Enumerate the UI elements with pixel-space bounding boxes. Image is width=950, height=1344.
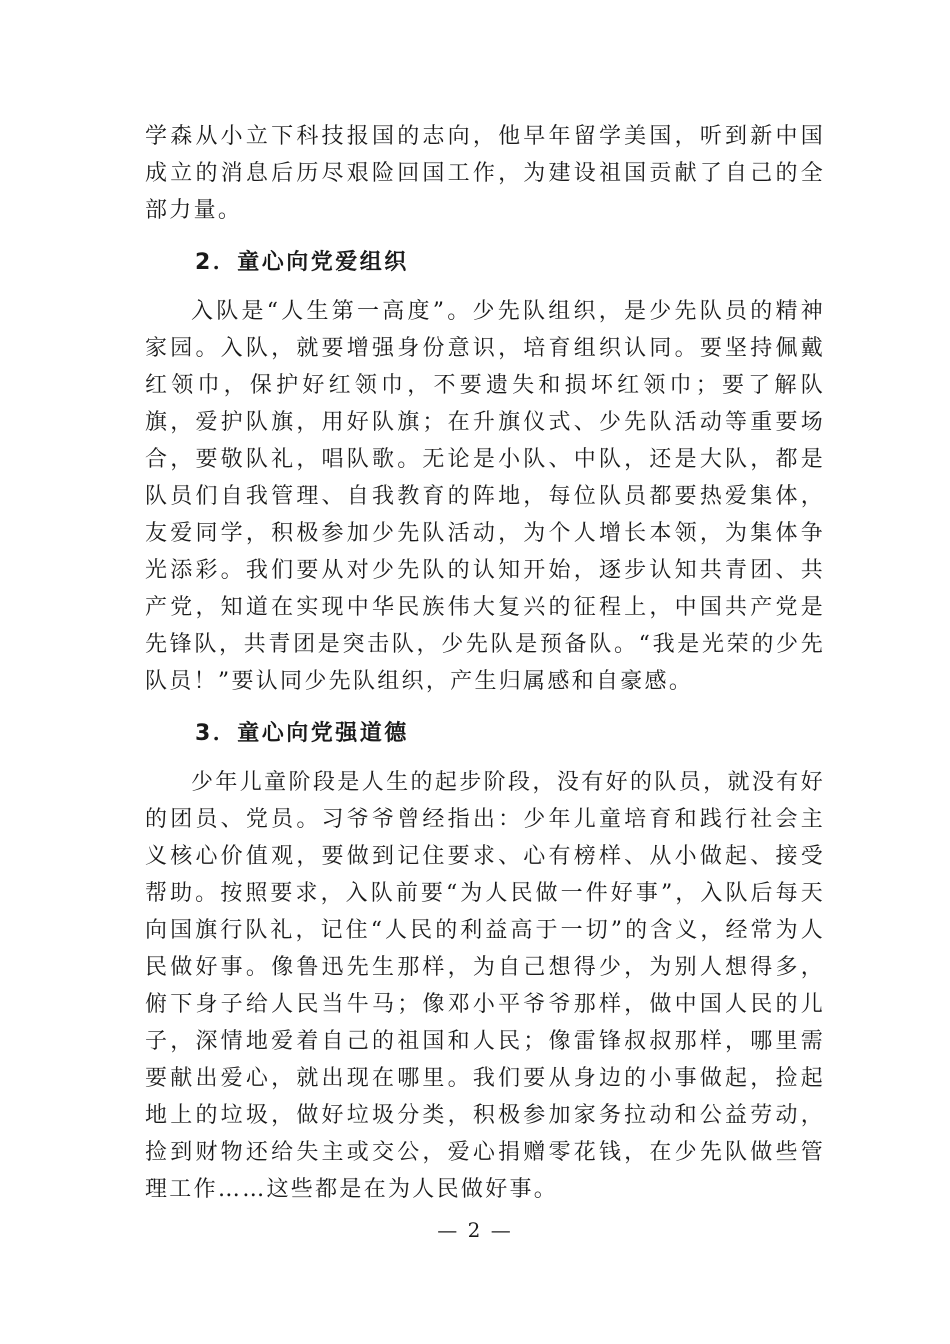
section-heading-morality: 3．童心向党强道德 (195, 721, 409, 746)
spacer (145, 700, 825, 715)
spacer (145, 229, 825, 244)
spacer (145, 281, 825, 293)
continued-paragraph: 学森从小立下科技报国的志向，他早年留学美国，听到新中国成立的消息后历尽艰险回国工作，为建设祖国贡献了自己的全部力量。 (145, 124, 825, 223)
spacer (145, 752, 825, 764)
section-paragraph-morality: 少年儿童阶段是人生的起步阶段，没有好的队员，就没有好的团员、党员。习爷爷曾经指出：少年儿童培育和践行社会主义核心价值观，要做到记住要求、心有榜样、从小做起、接受帮助。按照要求，入队前要“为人民做一件好事”，入队后每天向国旗行队礼，记住“人民的利益高于一切”的含义，经常为人民做好事。像鲁迅先生那样，为自己想得少，为别人想得多，俯下身子给人民当牛马；像邓小平爷爷那样，做中国人民的儿子，深情地爱着自己的祖国和人民；像雷锋叔叔那样，哪里需要献出爱心，就出现在哪里。我们要从身边的小事做起，捡起地上的垃圾，做好垃圾分类，积极参加家务拉动和公益劳动，捡到财物还给失主或交公，爱心捐赠零花钱，在少先队做些管理工作……这些都是在为人民做好事。 (145, 770, 825, 1202)
section-paragraph-organization: 入队是“人生第一高度”。少先队组织，是少先队员的精神家园。入队，就要增强身份意识，培育组织认同。要坚持佩戴红领巾，保护好红领巾，不要遗失和损坏红领巾；要了解队旗，爱护队旗，用好队旗；在升旗仪式、少先队活动等重要场合，要敬队礼，唱队歌。无论是小队、中队，还是大队，都是队员们自我管理、自我教育的阵地，每位队员都要热爱集体，友爱同学，积极参加少先队活动，为个人增长本领，为集体争光添彩。我们要从对少先队的认知开始，逐步认知共青团、共产党，知道在实现中华民族伟大复兴的征程上，中国共产党是先锋队，共青团是突击队，少先队是预备队。“我是光荣的少先队员！”要认同少先队组织，产生归属感和自豪感。 (145, 299, 825, 694)
page-number: — 2 — (437, 1218, 513, 1242)
section-heading-organization: 2．童心向党爱组织 (195, 250, 409, 275)
document-body (145, 118, 825, 1208)
